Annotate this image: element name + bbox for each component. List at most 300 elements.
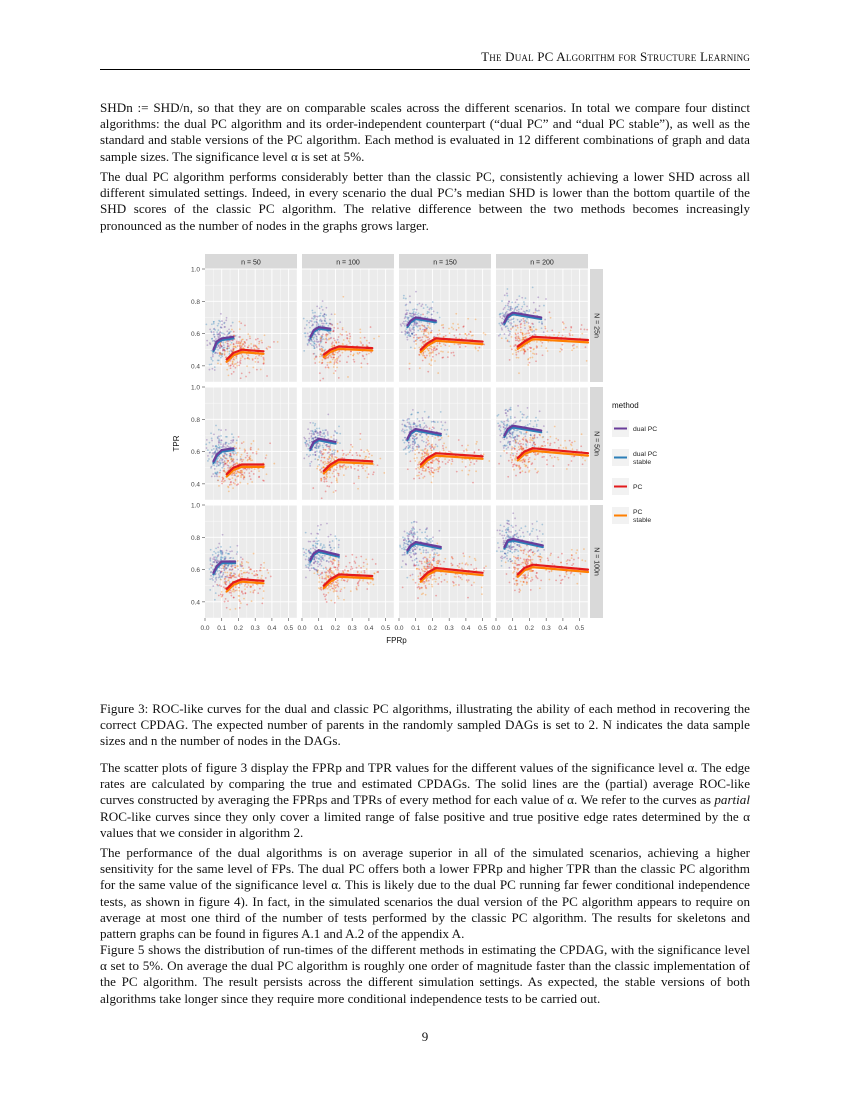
scatter-point-pc xyxy=(246,452,248,454)
scatter-point-pc xyxy=(360,567,362,569)
scatter-point-pc xyxy=(448,345,450,347)
scatter-point-dual xyxy=(322,309,324,311)
scatter-point-pc xyxy=(249,569,251,571)
scatter-point-dual xyxy=(319,315,321,317)
scatter-point-pc xyxy=(540,580,542,582)
scatter-point-pc xyxy=(223,470,225,472)
scatter-point-pc xyxy=(519,468,521,470)
scatter-point-dual xyxy=(229,551,231,553)
scatter-point-pc xyxy=(333,449,335,451)
scatter-point-dual xyxy=(305,336,307,338)
scatter-point-dual xyxy=(224,326,226,328)
scatter-point-dual xyxy=(409,301,411,303)
scatter-point-dual xyxy=(214,475,216,477)
scatter-point-pc xyxy=(222,477,224,479)
scatter-point-pc xyxy=(536,472,538,474)
scatter-point-dual xyxy=(317,533,319,535)
scatter-point-pc xyxy=(519,338,521,340)
scatter-point-dual xyxy=(538,321,540,323)
scatter-point-dual xyxy=(506,555,508,557)
scatter-point-pc xyxy=(223,456,225,458)
scatter-point-dual xyxy=(422,417,424,419)
scatter-point-pc xyxy=(334,590,336,592)
scatter-point-pc xyxy=(258,355,260,357)
scatter-point-dual xyxy=(312,422,314,424)
scatter-point-pc xyxy=(321,355,323,357)
scatter-point-pc xyxy=(238,436,240,438)
scatter-point-pc xyxy=(322,378,324,380)
scatter-point-dual xyxy=(505,412,507,414)
scatter-point-pc xyxy=(436,565,438,567)
scatter-point-dual xyxy=(413,521,415,523)
scatter-point-pc xyxy=(550,317,552,319)
scatter-point-dual xyxy=(313,345,315,347)
scatter-point-pc xyxy=(541,456,543,458)
scatter-point-pc xyxy=(234,566,236,568)
scatter-point-dual xyxy=(321,306,323,308)
scatter-point-dual xyxy=(427,306,429,308)
scatter-point-pc xyxy=(453,355,455,357)
scatter-point-pc xyxy=(430,576,432,578)
scatter-point-pc xyxy=(335,370,337,372)
scatter-point-pc xyxy=(517,332,519,334)
scatter-point-dual xyxy=(412,441,414,443)
scatter-point-pc xyxy=(509,359,511,361)
scatter-point-pc xyxy=(378,336,380,338)
scatter-point-dual xyxy=(408,319,410,321)
scatter-point-pc xyxy=(359,438,361,440)
scatter-point-pc xyxy=(338,341,340,343)
scatter-point-dual xyxy=(518,309,520,311)
scatter-point-pc xyxy=(527,349,529,351)
scatter-point-dual xyxy=(322,315,324,317)
scatter-point-pc xyxy=(551,330,553,332)
scatter-point-pc xyxy=(356,586,358,588)
scatter-point-dual xyxy=(230,325,232,327)
scatter-point-pc xyxy=(328,472,330,474)
scatter-point-dual xyxy=(507,410,509,412)
scatter-point-pc xyxy=(534,436,536,438)
scatter-point-pc xyxy=(263,590,265,592)
scatter-point-dual xyxy=(410,330,412,332)
scatter-point-dual xyxy=(327,536,329,538)
scatter-point-pc xyxy=(439,554,441,556)
scatter-point-dual xyxy=(498,425,500,427)
scatter-point-pc xyxy=(415,343,417,345)
scatter-point-pc xyxy=(429,563,431,565)
scatter-point-pc xyxy=(226,572,228,574)
scatter-point-dual xyxy=(542,533,544,535)
scatter-point-dual xyxy=(401,566,403,568)
scatter-point-pc xyxy=(328,570,330,572)
scatter-point-pc xyxy=(237,342,239,344)
scatter-point-dual xyxy=(516,532,518,534)
scatter-point-pc xyxy=(250,478,252,480)
scatter-point-pc xyxy=(419,327,421,329)
scatter-point-dual xyxy=(426,541,428,543)
scatter-point-dual xyxy=(425,304,427,306)
scatter-point-pc xyxy=(223,586,225,588)
scatter-point-pc xyxy=(528,459,530,461)
scatter-point-pc xyxy=(513,571,515,573)
scatter-point-pc xyxy=(424,449,426,451)
scatter-point-pc xyxy=(507,339,509,341)
scatter-point-dual xyxy=(314,560,316,562)
scatter-point-pc xyxy=(419,587,421,589)
scatter-point-dual xyxy=(223,466,225,468)
scatter-point-pc xyxy=(429,554,431,556)
scatter-point-dual xyxy=(541,323,543,325)
scatter-point-pc xyxy=(511,452,513,454)
scatter-point-pc xyxy=(441,437,443,439)
scatter-point-pc xyxy=(441,574,443,576)
scatter-point-dual xyxy=(498,335,500,337)
scatter-point-pc xyxy=(414,347,416,349)
scatter-point-dual xyxy=(212,473,214,475)
scatter-point-pc xyxy=(227,343,229,345)
scatter-point-dual xyxy=(322,447,324,449)
scatter-point-dual xyxy=(216,465,218,467)
scatter-point-pc xyxy=(253,440,255,442)
scatter-point-dual xyxy=(511,322,513,324)
scatter-point-pc xyxy=(252,366,254,368)
scatter-point-dual xyxy=(425,445,427,447)
scatter-point-dual xyxy=(523,433,525,435)
scatter-point-pc xyxy=(522,461,524,463)
scatter-point-pc xyxy=(333,458,335,460)
scatter-point-dual xyxy=(423,551,425,553)
scatter-point-pc xyxy=(420,449,422,451)
scatter-point-dual xyxy=(205,443,207,445)
scatter-point-dual xyxy=(325,429,327,431)
scatter-point-dual xyxy=(214,472,216,474)
scatter-point-dual xyxy=(224,347,226,349)
scatter-point-pc xyxy=(320,471,322,473)
scatter-point-dual xyxy=(416,521,418,523)
scatter-point-pc xyxy=(469,459,471,461)
scatter-point-pc xyxy=(359,352,361,354)
scatter-point-pc xyxy=(529,357,531,359)
scatter-point-dual xyxy=(446,429,448,431)
scatter-point-dual xyxy=(513,321,515,323)
scatter-point-dual xyxy=(211,476,213,478)
scatter-point-pc xyxy=(526,321,528,323)
scatter-point-dual xyxy=(232,441,234,443)
scatter-point-dual xyxy=(308,455,310,457)
scatter-point-pc xyxy=(454,343,456,345)
scatter-point-pc xyxy=(413,337,415,339)
scatter-point-dual xyxy=(412,450,414,452)
scatter-point-pc xyxy=(534,311,536,313)
scatter-point-dual xyxy=(408,540,410,542)
scatter-point-dual xyxy=(321,320,323,322)
scatter-point-dual xyxy=(543,305,545,307)
scatter-point-pc xyxy=(335,586,337,588)
scatter-point-dual xyxy=(320,544,322,546)
scatter-point-dual xyxy=(230,565,232,567)
scatter-point-pc xyxy=(316,356,318,358)
scatter-point-pc xyxy=(424,571,426,573)
scatter-point-pc xyxy=(531,439,533,441)
scatter-point-dual xyxy=(309,465,311,467)
scatter-point-pc xyxy=(338,561,340,563)
scatter-point-pc xyxy=(230,344,232,346)
scatter-point-dual xyxy=(221,565,223,567)
scatter-point-dual xyxy=(323,323,325,325)
scatter-point-pc xyxy=(327,462,329,464)
scatter-point-pc xyxy=(240,456,242,458)
scatter-point-pc xyxy=(376,571,378,573)
scatter-point-dual xyxy=(525,444,527,446)
scatter-point-pc xyxy=(329,449,331,451)
scatter-point-dual xyxy=(212,356,214,358)
scatter-point-dual xyxy=(413,426,415,428)
scatter-point-pc xyxy=(247,333,249,335)
scatter-point-pc xyxy=(425,468,427,470)
scatter-point-pc xyxy=(248,566,250,568)
scatter-point-dual xyxy=(218,360,220,362)
scatter-point-pc xyxy=(569,440,571,442)
scatter-point-pc xyxy=(437,334,439,336)
scatter-point-pc xyxy=(359,455,361,457)
scatter-point-dual xyxy=(315,537,317,539)
scatter-point-dual xyxy=(213,561,215,563)
scatter-point-pc xyxy=(573,348,575,350)
scatter-point-dual xyxy=(215,577,217,579)
scatter-point-pc xyxy=(319,380,321,382)
scatter-point-pc xyxy=(566,563,568,565)
scatter-point-pc xyxy=(420,552,422,554)
scatter-point-dual xyxy=(537,296,539,298)
scatter-point-pc xyxy=(425,568,427,570)
scatter-point-dual xyxy=(228,443,230,445)
scatter-point-dual xyxy=(416,561,418,563)
scatter-point-pc xyxy=(512,327,514,329)
scatter-point-dual xyxy=(506,558,508,560)
scatter-point-pc xyxy=(350,590,352,592)
scatter-point-dual xyxy=(215,592,217,594)
scatter-point-dual xyxy=(500,325,502,327)
scatter-point-pc xyxy=(370,582,372,584)
scatter-point-dual xyxy=(225,319,227,321)
scatter-point-pc xyxy=(432,346,434,348)
scatter-point-dual xyxy=(507,321,509,323)
scatter-point-pc xyxy=(424,561,426,563)
scatter-point-dual xyxy=(512,512,514,514)
scatter-point-dual xyxy=(309,565,311,567)
scatter-point-dual xyxy=(322,557,324,559)
scatter-point-pc xyxy=(346,361,348,363)
scatter-point-pc xyxy=(507,476,509,478)
scatter-point-pc xyxy=(251,600,253,602)
scatter-point-pc xyxy=(224,578,226,580)
scatter-point-pc xyxy=(426,451,428,453)
scatter-point-pc xyxy=(485,334,487,336)
scatter-point-dual xyxy=(209,557,211,559)
scatter-point-pc xyxy=(515,329,517,331)
scatter-point-pc xyxy=(345,555,347,557)
scatter-point-pc xyxy=(358,476,360,478)
scatter-point-pc xyxy=(530,347,532,349)
scatter-point-pc xyxy=(572,334,574,336)
facet-label-col-4: n = 200 xyxy=(530,259,554,267)
scatter-point-pc xyxy=(363,570,365,572)
scatter-point-dual xyxy=(217,570,219,572)
scatter-point-pc xyxy=(343,339,345,341)
scatter-point-pc xyxy=(321,362,323,364)
scatter-point-dual xyxy=(314,540,316,542)
scatter-point-pc xyxy=(473,463,475,465)
scatter-point-dual xyxy=(529,309,531,311)
scatter-point-pc xyxy=(256,574,258,576)
scatter-point-dual xyxy=(305,440,307,442)
scatter-point-dual xyxy=(311,433,313,435)
scatter-point-pc xyxy=(231,329,233,331)
scatter-point-dual xyxy=(507,552,509,554)
scatter-point-pc xyxy=(514,344,516,346)
scatter-point-pc xyxy=(325,462,327,464)
scatter-point-dual xyxy=(409,335,411,337)
scatter-point-pc xyxy=(529,470,531,472)
scatter-point-dual xyxy=(526,305,528,307)
scatter-point-dual xyxy=(221,568,223,570)
scatter-point-pc xyxy=(233,472,235,474)
scatter-point-pc xyxy=(523,348,525,350)
scatter-point-dual xyxy=(234,565,236,567)
scatter-point-pc xyxy=(445,344,447,346)
scatter-point-pc xyxy=(465,346,467,348)
scatter-point-pc xyxy=(277,341,279,343)
scatter-point-pc xyxy=(237,471,239,473)
scatter-point-pc xyxy=(328,338,330,340)
scatter-point-dual xyxy=(536,529,538,531)
scatter-point-pc xyxy=(541,342,543,344)
scatter-point-dual xyxy=(508,523,510,525)
scatter-point-dual xyxy=(508,536,510,538)
scatter-point-pc xyxy=(414,453,416,455)
scatter-point-pc xyxy=(236,484,238,486)
scatter-point-dual xyxy=(440,421,442,423)
scatter-point-pc xyxy=(335,581,337,583)
scatter-point-dual xyxy=(414,559,416,561)
scatter-point-dual xyxy=(231,433,233,435)
scatter-point-dual xyxy=(512,440,514,442)
scatter-point-dual xyxy=(326,444,328,446)
scatter-point-pc xyxy=(239,342,241,344)
scatter-point-pc xyxy=(515,352,517,354)
scatter-point-pc xyxy=(421,568,423,570)
scatter-point-pc xyxy=(428,363,430,365)
scatter-point-pc xyxy=(421,587,423,589)
scatter-point-pc xyxy=(241,442,243,444)
scatter-point-dual xyxy=(336,432,338,434)
scatter-point-pc xyxy=(458,566,460,568)
scatter-point-dual xyxy=(517,405,519,407)
scatter-point-pc xyxy=(367,582,369,584)
scatter-point-pc xyxy=(232,460,234,462)
scatter-point-dual xyxy=(419,548,421,550)
scatter-point-dual xyxy=(507,288,509,290)
scatter-point-pc xyxy=(373,471,375,473)
scatter-point-pc xyxy=(263,562,265,564)
scatter-point-pc xyxy=(252,452,254,454)
scatter-point-pc xyxy=(333,356,335,358)
scatter-point-dual xyxy=(431,421,433,423)
scatter-point-pc xyxy=(554,426,556,428)
scatter-point-pc xyxy=(366,588,368,590)
scatter-point-dual xyxy=(302,548,304,550)
scatter-point-dual xyxy=(520,536,522,538)
scatter-point-pc xyxy=(244,472,246,474)
scatter-point-pc xyxy=(243,478,245,480)
scatter-point-dual xyxy=(231,550,233,552)
scatter-point-dual xyxy=(209,568,211,570)
scatter-point-dual xyxy=(508,330,510,332)
scatter-point-pc xyxy=(426,329,428,331)
scatter-point-pc xyxy=(455,337,457,339)
scatter-point-pc xyxy=(217,362,219,364)
scatter-point-dual xyxy=(433,311,435,313)
scatter-point-pc xyxy=(236,565,238,567)
scatter-point-dual xyxy=(514,551,516,553)
scatter-point-pc xyxy=(442,356,444,358)
scatter-point-pc xyxy=(329,572,331,574)
scatter-point-dual xyxy=(304,327,306,329)
scatter-point-dual xyxy=(428,416,430,418)
scatter-point-pc xyxy=(372,473,374,475)
scatter-point-pc xyxy=(245,572,247,574)
scatter-point-pc xyxy=(512,466,514,468)
scatter-point-dual xyxy=(404,552,406,554)
scatter-point-pc xyxy=(410,575,412,577)
scatter-point-dual xyxy=(308,559,310,561)
scatter-point-pc xyxy=(262,597,264,599)
scatter-point-pc xyxy=(529,437,531,439)
scatter-point-pc xyxy=(438,560,440,562)
scatter-point-dual xyxy=(510,418,512,420)
scatter-point-dual xyxy=(505,553,507,555)
scatter-point-dual xyxy=(316,556,318,558)
scatter-point-pc xyxy=(247,584,249,586)
scatter-point-pc xyxy=(323,481,325,483)
scatter-point-pc xyxy=(333,591,335,593)
scatter-point-pc xyxy=(498,463,500,465)
scatter-point-dual xyxy=(309,331,311,333)
scatter-point-pc xyxy=(233,474,235,476)
scatter-point-dual xyxy=(229,581,231,583)
scatter-point-dual xyxy=(305,549,307,551)
scatter-point-dual xyxy=(211,440,213,442)
scatter-point-pc xyxy=(319,356,321,358)
scatter-point-dual xyxy=(307,444,309,446)
scatter-point-pc xyxy=(331,455,333,457)
scatter-point-pc xyxy=(359,433,361,435)
scatter-point-pc xyxy=(243,572,245,574)
scatter-point-dual xyxy=(224,452,226,454)
scatter-point-pc xyxy=(320,337,322,339)
scatter-point-pc xyxy=(250,343,252,345)
scatter-point-pc xyxy=(430,470,432,472)
scatter-point-dual xyxy=(211,455,213,457)
scatter-point-pc xyxy=(328,486,330,488)
scatter-point-dual xyxy=(515,525,517,527)
scatter-point-dual xyxy=(510,437,512,439)
scatter-point-dual xyxy=(437,445,439,447)
scatter-point-pc xyxy=(516,580,518,582)
scatter-point-dual xyxy=(417,322,419,324)
scatter-point-pc xyxy=(318,581,320,583)
scatter-point-pc xyxy=(455,313,457,315)
